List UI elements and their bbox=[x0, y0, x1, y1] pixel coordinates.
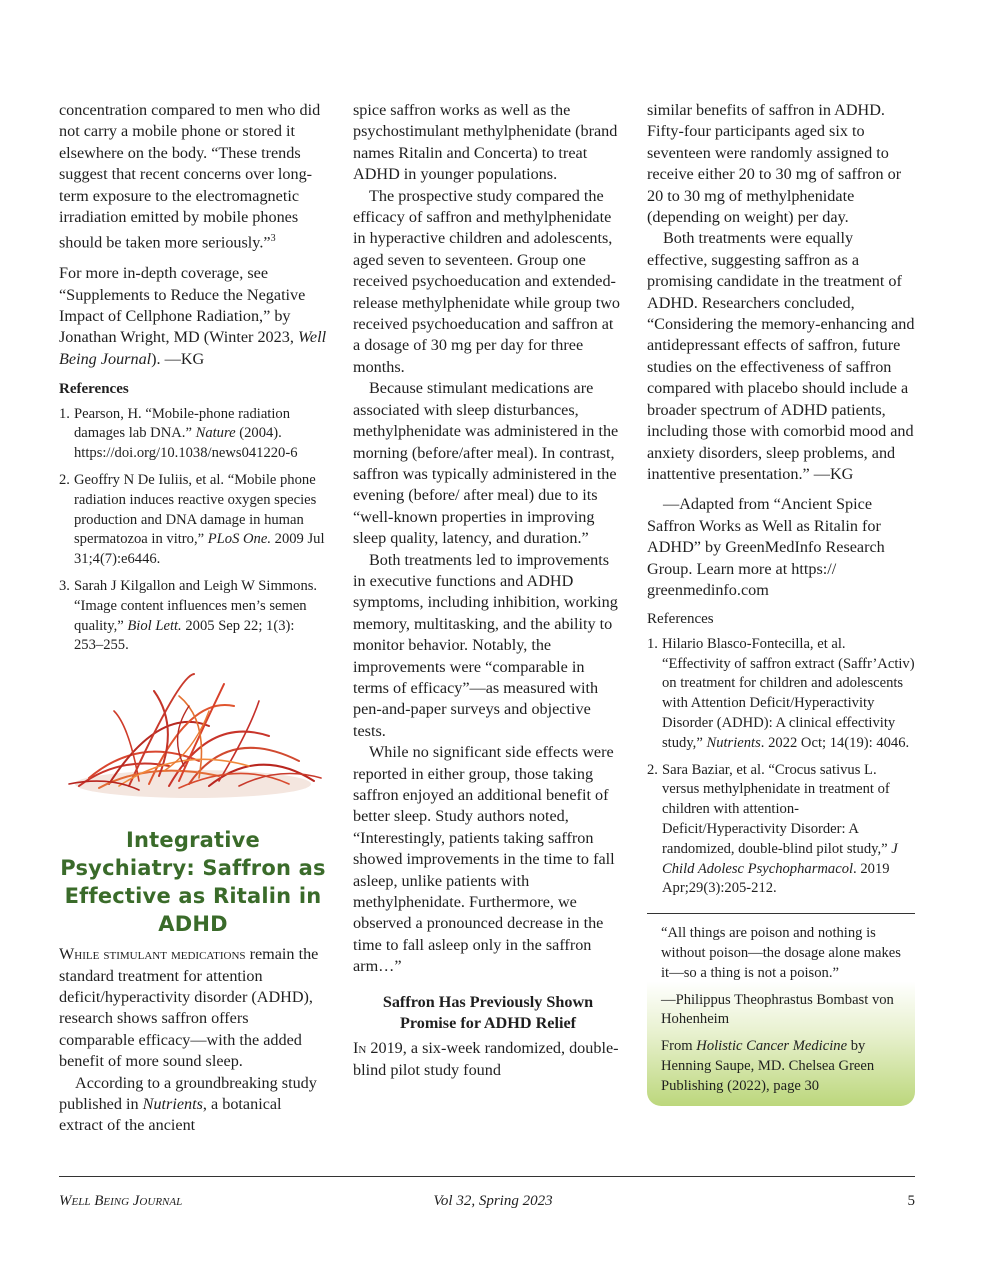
body-paragraph: According to a groundbreaking study published in Nutrients, a botanical extract of the ancient bbox=[59, 1073, 317, 1135]
references-heading: References bbox=[647, 611, 714, 628]
references-list bbox=[647, 635, 915, 899]
references-list bbox=[59, 405, 327, 657]
references-heading: References bbox=[59, 381, 129, 398]
reference-item: 1. Pearson, H. “Mobile-phone radiation damages lab DNA.” Nature (2004). https://doi.org/10.1038/news041220-6 bbox=[59, 405, 298, 462]
column-3 bbox=[647, 100, 915, 1106]
quote-attribution: —Philippus Theophrastus Bombast von Hohenheim bbox=[661, 991, 894, 1028]
quote-box bbox=[647, 913, 915, 1106]
body-paragraph: Both treatments led to improvements in executive functions and ADHD symptoms, including inhibition, working memory, multitasking, and the ability to monitor behavior. Notably, the improvements were “comparable in terms of efficacy”—as measured with pen-and-paper surveys and objective tests. bbox=[353, 550, 618, 740]
body-paragraph: In 2019, a six-week randomized, double-blind pilot study found bbox=[353, 1039, 619, 1079]
reference-item: 3. Sarah J Kilgallon and Leigh W Simmons. “Image content influences men’s semen quality,” Biol Lett. 2005 Sep 22; 1(3): 253–255. bbox=[59, 578, 318, 654]
body-paragraph: Because stimulant medications are associated with sleep disturbances, methylphenidate was administered in the morning (before/after meal). In contrast, saffron was typically administered in the evening (before/ after meal) due to its “well-known properties in improving sleep quality, latency, and duration.” bbox=[353, 379, 619, 548]
section-title: Integrative Psychiatry: Saffron as Effective as Ritalin in ADHD bbox=[60, 828, 326, 937]
footer-issue: Vol 32, Spring 2023 bbox=[433, 1193, 553, 1209]
intro-paragraph: concentration compared to men who did not carry a mobile phone or stored it elsewhere on the body. “These trends suggest that recent concerns over long-term exposure to the electromagnetic irradiation emitted by mobile phones should be taken more seriously.”$^3$ bbox=[59, 101, 321, 252]
saffron-threads-image bbox=[59, 666, 327, 816]
body-paragraph: Both treatments were equally effective, suggesting saffron as a promising candidate in the treatment of ADHD. Researchers concluded, “Considering the memory-enhancing and antidepressant effects of saffron, future studies on the effectiveness of saffron compared with placebo should include a broader spectrum of ADHD patients, including those with comorbid mood and anxiety disorders, sleep problems, and inattentive presentation.” —KG bbox=[647, 229, 915, 483]
reference-item: 1. Hilario Blasco-Fontecilla, et al. “Effectivity of saffron extract (Saffr’Activ) on treatment for children and adolescents with Attention Deficit/Hyperactivity Disorder (ADHD): A clinical effectivity study,” Nutrients. 2022 Oct; 14(19): 4046. bbox=[647, 635, 915, 751]
coverage-paragraph: For more in-depth coverage, see “Supplements to Reduce the Negative Impact of Cellphone Radiation,” by Jonathan Wright, MD (Winter 2023, Well Being Journal). —KG bbox=[59, 264, 327, 368]
page-number: 5 bbox=[907, 1193, 915, 1209]
reference-item: 2. Sara Baziar, et al. “Crocus sativus L. versus methylphenidate in treatment of children with attention-Deficit/Hyperactivity Disorder: A randomized, double-blind pilot study,” J Child Adolesc Psychopharmacol. 2019 Apr;29(3):205-212. bbox=[647, 761, 898, 897]
body-paragraph: While no significant side effects were reported in either group, those taking saffron enjoyed an additional benefit of better sleep. Study authors noted, “Interestingly, patients taking saffron showed improvements in the time to fall asleep, unlike patients with methylphenidate. Furthermore, we observed a pronounced decrease in the time to fall asleep only in the saffron arm…” bbox=[353, 743, 615, 976]
adapted-credit: —Adapted from “Ancient Spice Saffron Works as Well as Ritalin for ADHD” by GreenMedInfo Research Group. Learn more at https:// greenmedinfo.com bbox=[647, 495, 885, 599]
lead-paragraph: While stimulant medications remain the standard treatment for attention deficit/hyperactivity disorder (ADHD), research shows saffron offers comparable efficacy—with the added benefit of more sound sleep. bbox=[59, 945, 319, 1071]
subheading: Saffron Has Previously Shown Promise for ADHD Relief bbox=[382, 992, 594, 1033]
footnote-marker: 3 bbox=[270, 233, 276, 245]
quote-text: “All things are poison and nothing is without poison—the dosage alone makes it—so a thing is not a poison.” bbox=[661, 925, 901, 981]
body-paragraph: similar benefits of saffron in ADHD. Fifty-four participants aged six to seventeen were randomly assigned to receive either 20 to 30 mg of saffron or 20 to 30 mg of methylphenidate (depending on weight) per day. bbox=[647, 101, 902, 227]
body-paragraph: The prospective study compared the efficacy of saffron and methylphenidate in hyperactive children and adolescents, aged seven to seventeen. Group one received psychoeducation and extended-release methylphenidate while group two received psychoeducation and saffron at a dosage of 30 mg per day for three months. bbox=[353, 186, 621, 376]
reference-item: 2. Geoffry N De Iuliis, et al. “Mobile phone radiation induces reactive oxygen species production and DNA damage in human spermatozoa in vitro,” PLoS One. 2009 Jul 31;4(7):e6446. bbox=[59, 472, 325, 568]
column-2 bbox=[353, 100, 623, 1081]
footer-rule bbox=[59, 1176, 915, 1177]
body-paragraph: spice saffron works as well as the psychostimulant methylphenidate (brand names Ritalin and Concerta) to treat ADHD in younger populations. bbox=[353, 101, 618, 184]
footer-journal-name: Well Being Journal bbox=[59, 1193, 183, 1209]
quote-source: From Holistic Cancer Medicine by Henning Saupe, MD. Chelsea Green Publishing (2022), page 30 bbox=[661, 1038, 875, 1094]
column-1 bbox=[59, 100, 327, 1137]
